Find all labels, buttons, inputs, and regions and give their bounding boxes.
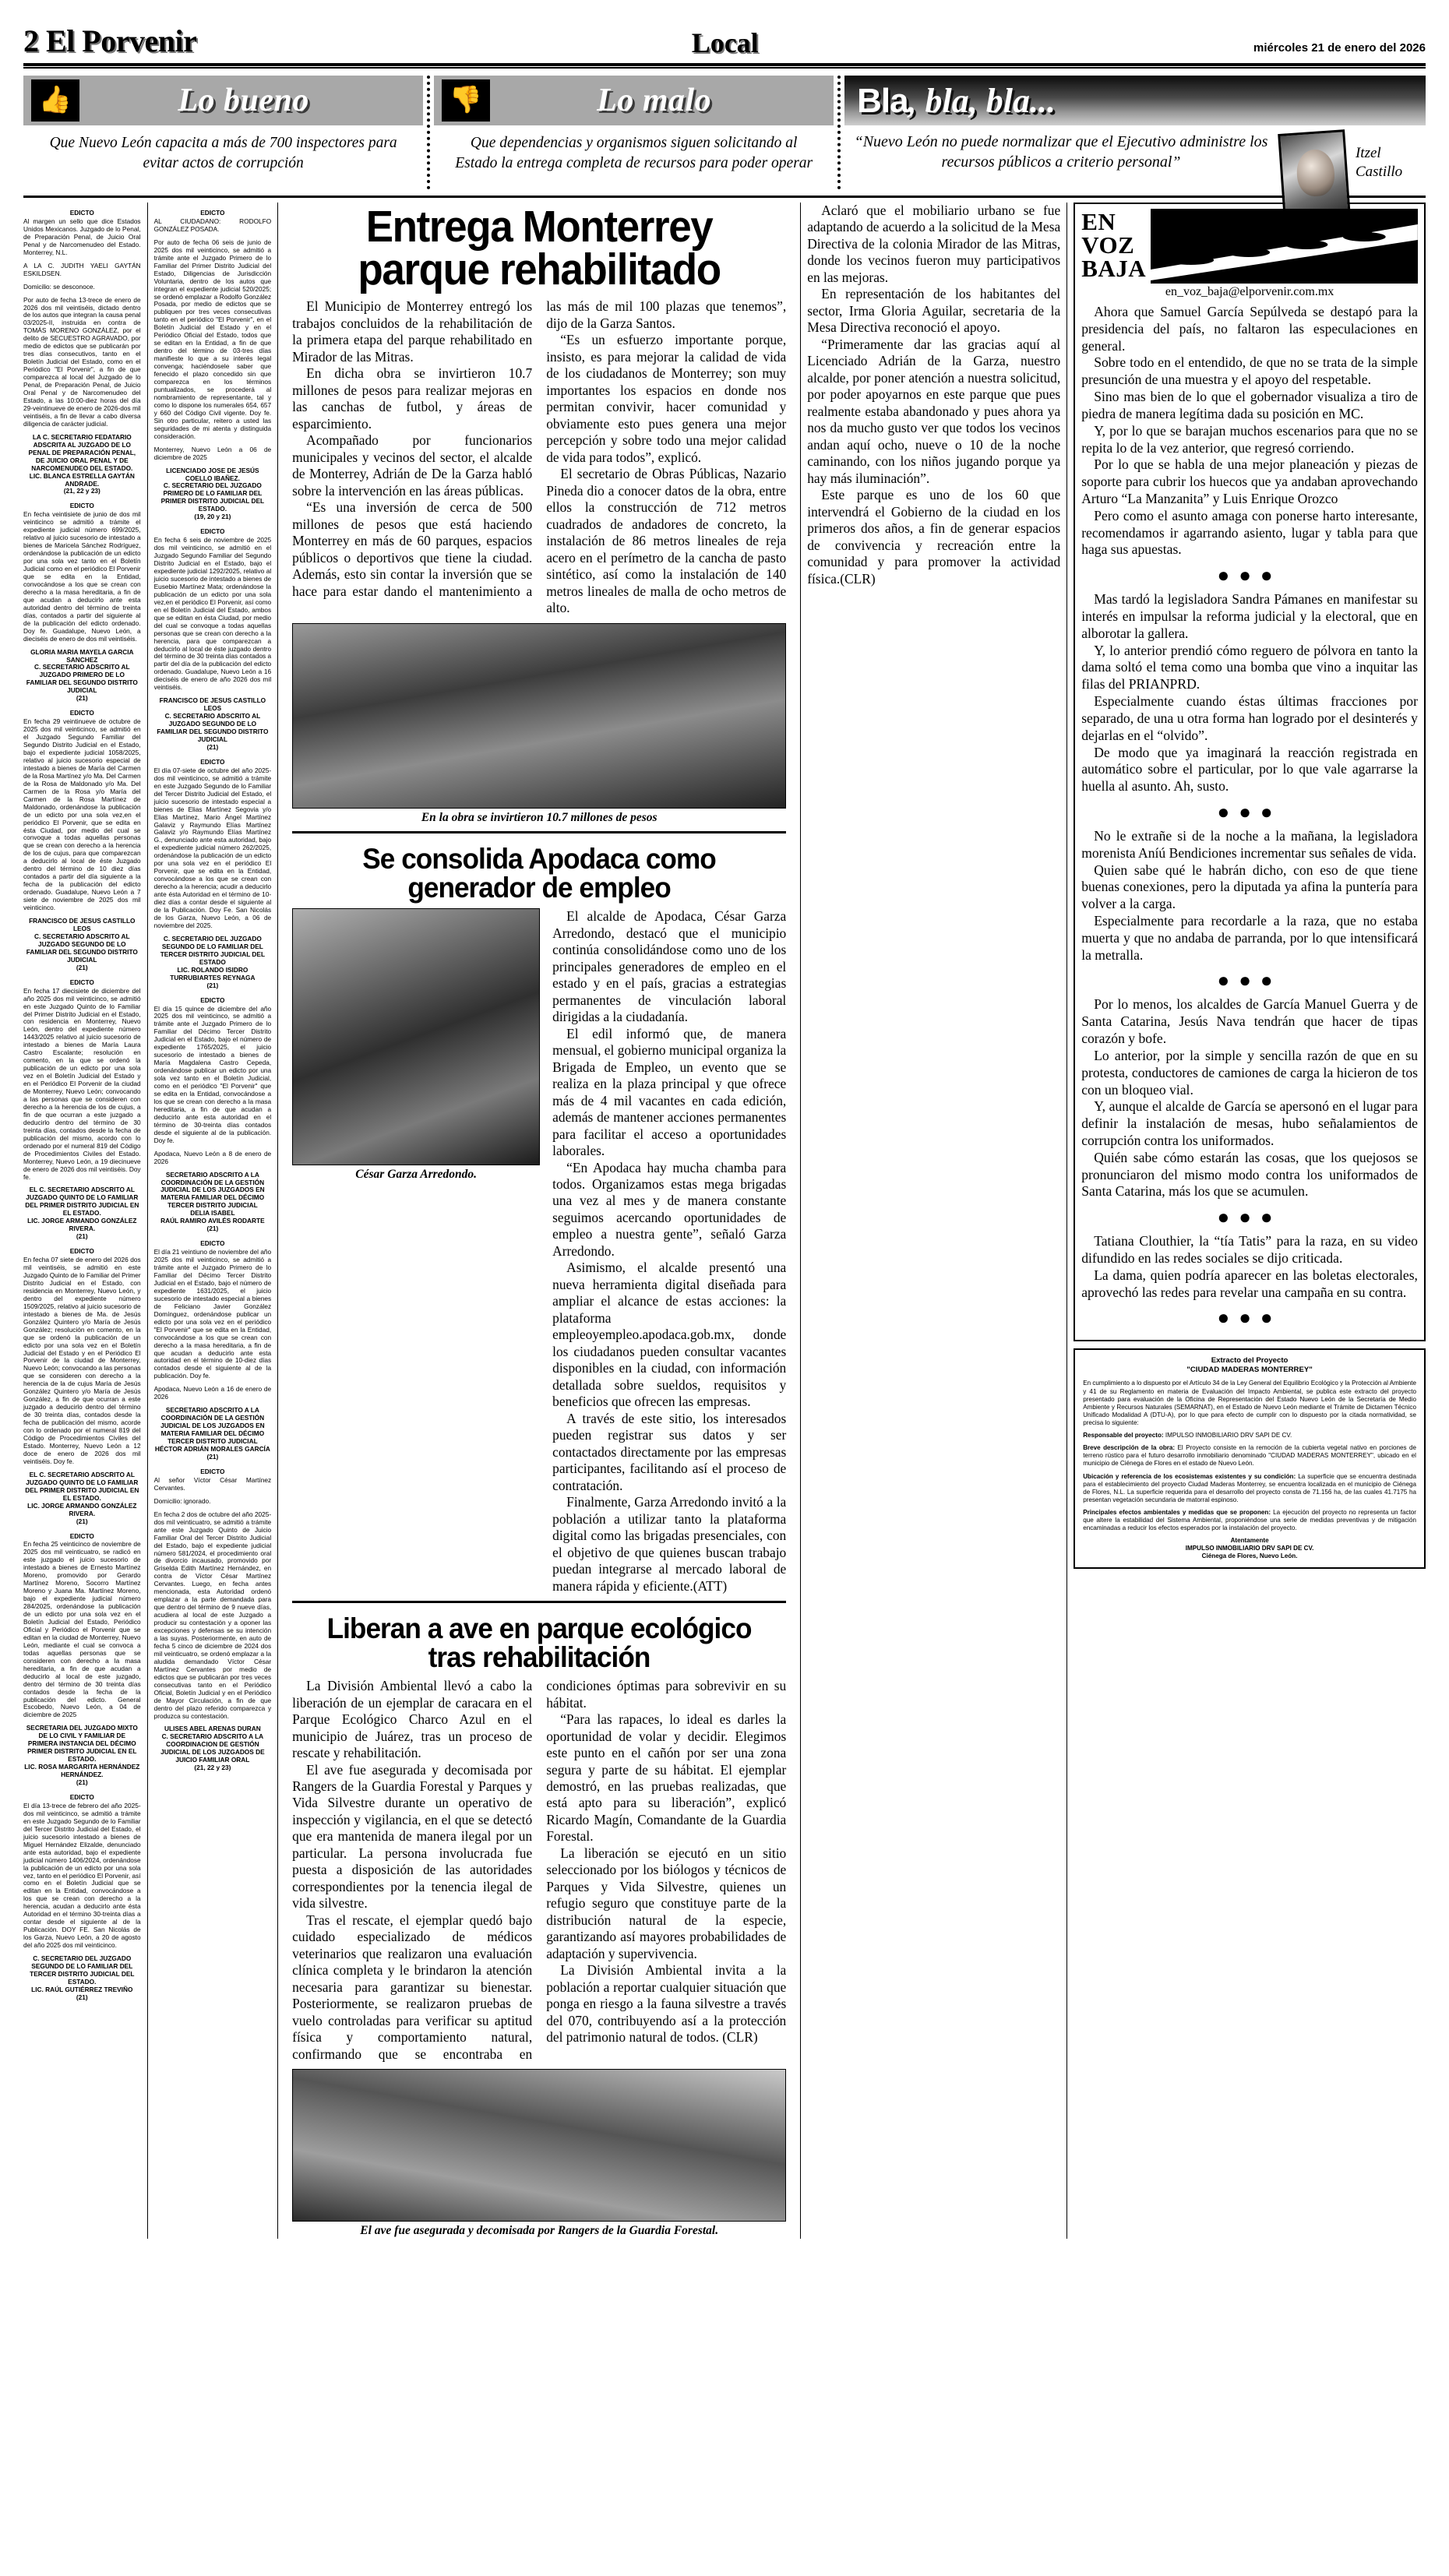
main-article-paragraph: Acompañado por funcionarios municipales y vecinos del sector, el alcalde de Monterrey, Adrián de De la Garza habló sobre la intervención en las áreas públicas.	[292, 432, 533, 499]
voz-baja-paragraph: Y, por lo que se barajan muchos escenarios para que no se repita lo de la vez anterior, que regresó corriendo.	[1081, 422, 1418, 456]
edicto-title: EDICTO	[200, 1239, 225, 1248]
masthead	[17, 19, 1432, 59]
edicto-signature: EL C. SECRETARIO ADSCRITO AL JUZGADO QUINTO DE LO FAMILIAR DEL PRIMER DISTRITO JUDICIAL EN EL ESTADO.	[25, 1470, 139, 1502]
edicto-paragraph: El día 13-trece de febrero del año 2025-dos mil veinticinco, se admitió a trámite en este Juzgado Segundo de lo Familiar del Tercer Distrito Judicial del Estado, el juicio sucesorio intestado a bienes de Miguel Hernández Elizalde, denunciado ante esta autoridad, bajo el expediente judicial número 1406/2024, ordenándose la publicación de un edicto por una sola vez, tanto en el periódico El Porvenir, así como en el Boletín Judicial que se editan en la Entidad, convocándose a los que se crean con derecho a la herencia, acudan a deducirlo ante ésta Autoridad en el término 30-treinta días a contar desde el siguiente al de la Publicación. DOY FE. San Nicolás de los Garza, Nuevo León, a 20 de agosto del año 2025 dos mil veinticinco.	[23, 1801, 141, 1950]
ad-item	[1083, 1509, 1416, 1532]
ave-photo	[292, 2069, 786, 2222]
edicto-number: (21)	[206, 981, 219, 989]
edicto-paragraph: El día 21 veintiuno de noviembre del año 2025 dos mil veinticinco, se admitió a trámite ante el Juzgado Primero de lo Familiar del Décimo Tercer Distrito Judicial en el Estado, bajo el número de expediente 1631/2025, el juicio sucesorio de intestado especial a bienes de Feliciano Javier González Domínguez, ordenándose publicar un edicto por una sola vez en el periódico "El Porvenir" que se edita en la Entidad, convocándose a los que se crean con derecho a la masa hereditaria, a fin de que acudan a deducirlo ante esta autoridad en el término de 10-diez días contados desde el siguiente al de la publicación. Doy fe.	[153, 1248, 272, 1380]
ave-paragraph: Tras el rescate, el ejemplar quedó bajo cuidado especializado de médicos veterinarios que realizaron una evaluación clínica completa y le brindaron la atención necesaria para garantizar su bienestar. Posteriormente, se realizaron pruebas de vuelo controladas para verificar su aptitud física y comportamiento natural, confirmando que se encontraba en condiciones óptimas para sobrevivir en su hábitat.	[292, 1678, 787, 2062]
sombrero-silhouette-icon	[1151, 209, 1418, 284]
bullet-separator: ●●●	[1217, 1306, 1282, 1330]
edicto-title: EDICTO	[69, 209, 94, 217]
ad-item	[1083, 1473, 1416, 1504]
bullet-separator: ●●●	[1217, 800, 1282, 823]
edicto-number: (21)	[76, 1232, 88, 1241]
voz-baja-paragraph: Ahora que Samuel García Sepúlveda se destapó para la presidencia del país, no faltaron las especulaciones en general.	[1081, 304, 1418, 354]
bla-bla-body	[844, 125, 1426, 219]
edicto-number: (21, 22 y 23)	[194, 1764, 231, 1772]
edicto-paragraph: En fecha 6 seis de noviembre de 2025 dos mil veinticinco, se admitió en el Juzgado Segundo Familiar del Segundo Distrito Judicial en el Estado, bajo el expediente judicial 1292/2025, relativo al juicio sucesorio de intestado a bienes de Eusebio Martínez Mata; ordenándose la publicación de un edicto por una sola vez,en el periódico El Porvenir, así como en el Boletín Judicial del Estado, ambos que se editan en ésta Ciudad, por medio del cual se convoque a todas aquellas personas que se crean con derecho a la herencia, para que comparezcan a deducirlo al local de éste juzgado dentro del término de 30 treinta días contados a partir del día de la publicación del edicto ordenado. Guadalupe, Nuevo León a 16 dieciséis de enero de año 2026 dos mil veintiséis.	[153, 536, 272, 692]
edicto-signature: FRANCISCO DE JESUS CASTILLO LEOS	[29, 917, 136, 932]
bla-solid: Bla	[857, 81, 908, 120]
ad-sign-line1: Atentamente	[1230, 1537, 1269, 1545]
ave-paragraph: La División Ambiental invita a la población a reportar cualquier situación que ponga en riesgo a la fauna silvestre a través del 070, contribuyendo así a la protección del patrimonio natural de todos. (CLR)	[546, 1962, 787, 2046]
main-article-photo	[292, 623, 786, 809]
apodaca-paragraph: El edil informó que, de manera mensual, el gobierno municipal organiza la Brigada de Empleo, un evento que se realiza en la plaza principal y que ofrece más de 4 mil vacantes en cada edición, además de mantener acciones permanentes para facilitar el acceso a oportunidades laborales.	[552, 1025, 787, 1159]
en-voz-baja-logo	[1081, 209, 1418, 284]
lo-malo-text: Que dependencias y organismos siguen solicitando al Estado la entrega completa de recursos para poder operar	[455, 135, 813, 171]
voz-baja-paragraph: Y, lo anterior prendió cómo reguero de pólvora en tanto la dama soltó el tema como una bomba que vino a inquitar las filas del PRIANPRD.	[1081, 642, 1418, 692]
ad-item	[1083, 1432, 1416, 1440]
edicto-signature: RAÚL RAMIRO AVILÉS RODARTE	[160, 1217, 265, 1225]
main-article-continuation	[807, 203, 1060, 2239]
column-rule-2	[277, 203, 278, 2239]
lo-malo-title: Lo malo	[597, 83, 712, 118]
content-grid	[23, 203, 1426, 2239]
bullet-separator: ●●●	[1217, 969, 1282, 992]
en-voz-baja-text	[1081, 304, 1418, 1328]
edicto-signature: EL C. SECRETARIO ADSCRITO AL JUZGADO QUINTO DE LO FAMILIAR DEL PRIMER DISTRITO JUDICIAL EN EL ESTADO.	[25, 1186, 139, 1218]
section-title: Local	[691, 27, 759, 58]
apodaca-body-left	[552, 908, 786, 1595]
voz-baja-paragraph: Tatiana Clouthier, la “tía Tatis” para la raza, en su video difundido en las redes sociales se dijo criticada.	[1081, 1233, 1418, 1266]
ad-title-line1: Extracto del Proyecto	[1211, 1356, 1289, 1366]
ad-item-text: La ejecución del proyecto no representa un factor que altere la estabilidad del Sistema Ambiental, proponiéndose una serie de medidas preventivas y de mitigación encaminadas a reducir los efectos esperados por la instalación del proyecto.	[1083, 1508, 1416, 1532]
edicto-title: EDICTO	[69, 1531, 94, 1540]
edicto-signature: HÉCTOR ADRIÁN MORALES GARCÍA	[154, 1445, 270, 1454]
main-article-caption: En la obra se invirtieron 10.7 millones de pesos	[421, 810, 658, 824]
column-rule-3	[800, 203, 801, 2239]
ad-item-label: Responsable del proyecto:	[1083, 1432, 1164, 1440]
edicto-signature: C. SECRETARIO ADSCRITO AL JUZGADO SEGUNDO DE LO FAMILIAR DEL SEGUNDO DISTRITO JUDICIAL	[26, 932, 138, 964]
voz-baja-paragraph: Especialmente para recordarle a la raza, que no estaba muerta y que no andaba de parranda, por lo que intensificará la metralla.	[1081, 913, 1418, 963]
ciudad-maderas-ad	[1074, 1348, 1426, 1568]
edicto-paragraph: AL CIUDADANO: RODOLFO GONZÁLEZ POSADA.	[153, 217, 272, 233]
ave-article-body	[292, 1678, 786, 2063]
edicto-signature: SECRETARIO ADSCRITO A LA COORDINACIÓN DE LA GESTIÓN JUDICIAL DE LOS JUZGADOS EN MATERIA FAMILIAR DEL DÉCIMO TERCER DISTRITO JUDICIAL	[160, 1406, 265, 1446]
voz-logo-words	[1081, 209, 1146, 284]
voz-baja-paragraph: De modo que ya imaginará la reacción registrada en automático sobre el particular, por lo que vale agarrarse la huella al asunto. Ah, susto.	[1081, 744, 1418, 795]
edicto-signature: LIC. JORGE ARMANDO GONZÁLEZ RIVERA.	[27, 1501, 137, 1517]
edicto-paragraph: El día 07-siete de octubre del año 2025-dos mil veinticinco, se admitió a trámite en este Juzgado Segundo de lo Familiar del Tercer Distrito Judicial del Estado, el juicio sucesorio de intestado especial a bienes de Elias Martínez Segovia y/o Elias Martínez, Mario Ángel Martínez Galaviz y Raymundo Elías Martínez Galaviz y/o Raymundo Elías Martínez G., denunciado ante esta autoridad, bajo el expediente judicial número 262/2025, ordenándose la publicación de un edicto por una sola vez en el periódico El Porvenir, que se edita en la Entidad, convocándose a los que se crean con derecho a la herencia; acudir a deducirlo ante ésta Autoridad en el término de 10-diez días a contar desde el siguiente al de la Publicación. Doy Fe. San Nicolás de los Garza, Nuevo León, a 06 de noviembre del 2025.	[153, 766, 272, 929]
edicto-paragraph: Por auto de fecha 06 seis de junio de 2025 dos mil veinticinco, se admitió a trámite ante el Juzgado Primero de lo Familiar del Primer Distrito Judicial del Estado, Diligencias de Jurisdicción Voluntaria, dentro de los autos que integran el expediente judicial 520/2025; se ordenó emplazar a Rodolfo González Posada, por medio de edictos que se publiquen por tres veces consecutivas tanto en el periódico "El Porvenir", en el Boletín Judicial del Estado y en el Periódico Oficial del Estado, todos que se editan en la Entidad, a fin de que dentro del término de 03-tres días manifieste lo que a su interés legal convenga; haciéndosele saber que fenecido el plazo concedido sin que comparezca en los términos puntualizados, se procederá al nombramiento de representante, tal y como lo dispone los numerales 654, 657 y 660 del Código Civil vigente. Doy fe. Sin otro particular, reitero a usted las seguridades de mi atenta y distinguida consideración.	[153, 238, 272, 440]
edicto-signature: LIC. BLANCA ESTRELLA GAYTÁN ANDRADE.	[29, 471, 135, 488]
edicto-paragraph: A LA C. JUDITH YAELI GAYTÁN ESKILDSEN.	[23, 261, 141, 277]
voz-baja-paragraph: Quien sabe qué le habrán dicho, con eso de que tiene buenas conexiones, pero la diputada ya afina la puntería para volver a la carga.	[1081, 862, 1418, 912]
voz-baja-paragraph: Por lo menos, los alcaldes de García Manuel Guerra y de Santa Catarina, Jesús Nava tendrán que hacer de tipas corazón y bofe.	[1081, 996, 1418, 1047]
ad-title	[1083, 1356, 1416, 1375]
voz-baja-paragraph: No le extrañe si de la noche a la mañana, la legisladora morenista Aníú Bendiciones incrementar sus señales de vida.	[1081, 827, 1418, 861]
apodaca-paragraph: El alcalde de Apodaca, César Garza Arredondo, destacó que el municipio continúa consolidándose como uno de los principales generadores de empleo en el estado y en el país, gracias a estrategias permanentes de vinculación laboral dirigidas a la ciudadanía.	[552, 908, 787, 1025]
edicto-signature: FRANCISCO DE JESUS CASTILLO LEOS	[159, 696, 266, 713]
ave-paragraph: La liberación se ejecutó en un sitio seleccionado por los biólogos y técnicos de Parques y Vida Silvestre, quienes un refugio seguro que constituye parte de la distribución natural de la especie, garantizando así mayores probabilidades de adaptación y supervivencia.	[546, 1845, 787, 1961]
ave-headline: Liberan a ave en parque ecológico tras rehabilitación	[326, 1612, 752, 1674]
voz-baja-paragraph: Lo anterior, por la simple y sencilla razón de que en su protesta, conductores de camiones de carga la hicieron de tos con un bloqueo vial.	[1081, 1047, 1418, 1098]
edicto-paragraph: Domicilio: ignorado.	[153, 1496, 211, 1505]
masthead-divider	[23, 63, 1426, 69]
edicto-paragraph: Por auto de fecha 13-trece de enero de 2026 dos mil veintiséis, dictado dentro de los autos que integran la causa penal 03/2025-II, instruida en contra de TOMÁS MORENO GONZÁLEZ, por el delito de SECUESTRO AGRAVADO, por medio de edictos que se publicarán por tres días consecutivos, tanto en el Boletín Judicial del Estado, como en el Periódico "El Porvenir", a fin de que comparezca al local del Juzgado de lo Penal, de Preparación Penal, de Juicio Oral Penal y de Narcomenudeo del Estado, a las 10:00-diez horas del día 29-veintinueve de enero de 2026-dos mil veintiséis, a fin de llevar a cabo diversa diligencia de carácter judicial.	[23, 295, 141, 428]
ad-item-label: Principales efectos ambientales y medidas que se proponen:	[1083, 1508, 1271, 1516]
column-rule-4	[1066, 203, 1067, 2239]
lo-malo-header	[434, 76, 834, 125]
ad-item	[1083, 1444, 1416, 1468]
main-stories-column	[284, 203, 794, 2239]
edicto-signature: DELIA ISABEL	[190, 1209, 235, 1218]
edicto-signature: LIC. JORGE ARMANDO GONZÁLEZ RIVERA.	[27, 1217, 137, 1233]
apodaca-paragraph: Asimismo, el alcalde presentó una nueva herramienta digital diseñada para ampliar el alcance de estas acciones: la plataforma empleoyempleo.apodaca.gob.mx, donde los ciudadanos pueden consultar vacantes disponibles en la ciudad, con información detallada sobre sueldos, requisitos y beneficios que ofrecen las empresas.	[552, 1260, 787, 1410]
edicto-number: (21)	[76, 963, 88, 971]
edicto-paragraph: En fecha veintisiete de junio de dos mil veinticinco se admitió a trámite el expediente judicial número 699/2025, relativo al juicio sucesorio de intestado a bienes de Maricela Sánchez Rodríguez, ordenándose la publicación de un edicto por una sola vez tanto en el Boletín Judicial como en el periódico El Porvenir que se edita en la Entidad, convocándose a los que se crean con derecho a la masa hereditaria, a fin de que acudan a deducirlo ante esta autoridad dentro del término de treinta días, contados a partir del siguiente al de la publicación del edicto ordenado. Doy fe. Guadalupe, Nuevo León, a dieciséis de enero de dos mil veintiséis.	[23, 510, 141, 643]
ad-sign-line3: Ciénega de Flores, Nuevo León.	[1201, 1552, 1298, 1560]
apodaca-headline: Se consolida Apodaca como generador de empleo	[362, 843, 716, 904]
edicto-title: EDICTO	[200, 996, 225, 1004]
edicto-paragraph: El día 15 quince de diciembre del año 2025 dos mil veinticinco, se admitió a trámite ante el Juzgado Primero de lo Familiar del Décimo Tercer Distrito Judicial en el Estado, bajo el número de expediente 1765/2025, el juicio sucesorio de intestado a bienes de María Magdalena Castro Cepeda, ordenándose publicar un edicto por una sola vez tanto en el Boletín Judicial, como en el periódico "El Porvenir" que se edita en la Entidad, convocándose a los que se crean con derecho a la masa hereditaria, a fin de que acudan a deducirlo ante esta autoridad en el término de 30-treinta días contados desde el siguiente al de la publicación. Doy fe.	[153, 1004, 272, 1144]
edicto-signature: LIC. ROSA MARGARITA HERNÁNDEZ HERNÁNDEZ.	[24, 1763, 140, 1779]
ad-item-text: IMPULSO INMOBILIARIO DRV SAPI DE CV.	[1163, 1432, 1292, 1440]
edicto-signature: LA C. SECRETARIO FEDATARIO ADSCRITA AL JUZGADO DE LO PENAL DE PREPARACIÓN PENAL, DE JUICIO ORAL PENAL Y DE NARCOMENUDEO DEL ESTADO.	[28, 432, 136, 472]
main-article-paragraph: El secretario de Obras Públicas, Nazario Pineda dio a conocer datos de la obra, entre ellos la construcción de 712 metros cuadrados de andadores de concreto, la instalación de 86 metros lineales de reja acero en el perímetro de la cancha de pasto sintético, así como la instalación de 140 metros lineales de malla de ocho metros de alto.	[546, 466, 787, 616]
edicto-title: EDICTO	[200, 757, 225, 766]
ad-item-text: La superficie que se encuentra destinada para el establecimiento del proyecto Ciudad Maderas Monterrey, se encuentra localizada en el municipio de Ciénega de Flores, N.L. La superficie requerida para el desarrollo del proyecto consta de 71.156 ha, de las cuales 41.7175 ha presentan vegetación secundaria de matorral espinoso.	[1083, 1472, 1416, 1503]
issue-date: miércoles 21 de enero del 2026	[1253, 41, 1426, 55]
voz-logo-line3: BAJA	[1081, 254, 1147, 282]
edicto-signature: C. SECRETARIO ADSCRITO AL JUZGADO PRIMERO DE LO FAMILIAR DEL SEGUNDO DISTRITO JUDICIAL	[26, 663, 138, 695]
edicto-paragraph: Apodaca, Nuevo León a 8 de enero de 2026	[153, 1149, 272, 1165]
ad-signature	[1083, 1537, 1416, 1560]
voz-logo-line2: VOZ	[1081, 231, 1135, 259]
page-title: 2 El Porvenir	[23, 23, 197, 58]
ad-item-label: Ubicación y referencia de los ecosistemas existentes y su condición:	[1083, 1472, 1296, 1480]
thumbs-up-icon: 👍	[31, 79, 79, 122]
edicto-signature: C. SECRETARIO ADSCRITO AL JUZGADO SEGUNDO DE LO FAMILIAR DEL SEGUNDO DISTRITO JUDICIAL	[157, 712, 269, 743]
edicto-number: (21)	[76, 1517, 88, 1525]
thumbs-down-icon: 👎	[442, 79, 490, 122]
opinion-banners	[23, 76, 1426, 189]
en-voz-baja-column	[1074, 203, 1426, 2239]
edicto-signature: C. SECRETARIO DEL JUZGADO PRIMERO DE LO FAMILIAR DEL PRIMER DISTRITO JUDICIAL DEL ESTADO.	[160, 481, 265, 513]
bla-italic: , bla, bla...	[908, 81, 1056, 120]
apodaca-paragraph: “En Apodaca hay mucha chamba para todos. Organizamos estas mega brigadas una vez al mes y de manera constante seguimos acercando oportunidades de empleo a nuestra gente”, señaló Garza Arredondo.	[552, 1159, 787, 1259]
edicto-title: EDICTO	[69, 709, 94, 717]
main-article-paragraph: “Es una inversión de cerca de 500 millones de pesos que está haciendo Monterrey en más de 60 parques, espacios públicos o deportivos que tiene la ciudad. Además, esto sin contar la inversión que se hace para estar dando el mantenimiento a las más de mil 100 plazas que tenemos”, dijo de la Garza Santos.	[292, 298, 787, 599]
edicto-paragraph: Domicilio: se desconoce.	[23, 282, 95, 291]
voz-baja-paragraph: Especialmente cuando éstas últimas fracciones por separado, de una u otra forma han logrado por el desinterés y dejarlas en el “olvido”.	[1081, 693, 1418, 743]
ad-items	[1083, 1432, 1416, 1532]
bla-bla-banner	[844, 76, 1426, 189]
ad-item-text: El Proyecto consiste en la remoción de la cubierta vegetal nativo en porciones de terreno rústico para el futuro desarrollo inmobiliario denominado "CIUDAD MADERAS MONTERREY", ubicado en el municipio de Ciénega de Flores en el estado de Nuevo León.	[1083, 1444, 1416, 1468]
ad-title-line2: "CIUDAD MADERAS MONTERREY"	[1186, 1366, 1313, 1375]
main-article-body	[292, 298, 786, 616]
story-divider-1	[292, 831, 786, 833]
edicto-paragraph: Apodaca, Nuevo León a 16 de enero de 2026	[153, 1385, 272, 1401]
lo-bueno-header	[23, 76, 423, 125]
itzel-castillo-photo	[1278, 129, 1351, 221]
voz-baja-paragraph: Por lo que se habla de una mejor planeación y piezas de soporte para cubrir los huecos que ya andaban aprovechando Arturo “La Manzanita” y Luis Enrique Orozco	[1081, 456, 1418, 506]
banner-divider-1	[423, 76, 434, 189]
main-article-paragraph: El Municipio de Monterrey entregó los trabajos concluidos de la rehabilitación de la primera etapa del parque rehabilitado en Mirador de las Mitras.	[292, 298, 533, 365]
lo-bueno-banner	[23, 76, 423, 189]
apodaca-paragraph: Finalmente, Garza Arredondo invitó a la población a utilizar tanto la plataforma digital como las brigadas presenciales, con el objetivo de que quienes buscan trabajo puedan integrarse al mercado laboral de manera rápida y eficiente.(ATT)	[552, 1494, 787, 1594]
edicto-signature: LICENCIADO JOSE DE JESÚS COELLO IBAÑEZ.	[166, 466, 259, 482]
bullet-separator: ●●●	[1217, 1206, 1282, 1229]
edicto-title: EDICTO	[69, 502, 94, 510]
bla-bla-title	[857, 81, 1056, 121]
voz-logo-line1: EN	[1081, 208, 1116, 235]
main-article-paragraph: Este parque es uno de los 60 que intervendrá el Gobierno de la ciudad en los primeros dos años, a fin de generar espacios de convivencia y recreación entre la comunidad y para promover la actividad física.(CLR)	[807, 487, 1061, 587]
bla-quote: “Nuevo León no puede normalizar que el Ejecutivo administre los recursos públicos a criterio personal”	[854, 133, 1268, 171]
edicto-signature: ULISES ABEL ARENAS DURAN	[164, 1725, 261, 1733]
banner-divider-2	[834, 76, 844, 189]
bla-bla-header	[844, 76, 1426, 125]
main-headline: Entrega Monterrey parque rehabilitado	[358, 202, 721, 294]
voz-baja-paragraph: Quién sabe cómo estarán las cosas, que los quejosos se pronunciaron del mismo modo contra los uniformados de Santa Catarina, más los que se acumulen.	[1081, 1149, 1418, 1200]
voz-baja-paragraph: Sobre todo en el entendido, de que no se trata de la simple presunción de una muestra y el apoyo del respetable.	[1081, 354, 1418, 388]
bullet-separator: ●●●	[1217, 564, 1282, 587]
ave-paragraph: La División Ambiental llevó a cabo la liberación de un ejemplar de caracara en el Parque Ecológico Charco Azul en el municipio de Juárez, tras un proceso de rescate y rehabilitación.	[292, 1678, 533, 1761]
edicto-title: EDICTO	[69, 1793, 94, 1801]
edicto-signature: LIC. RAÚL GUTIÉRREZ TREVIÑO	[31, 1985, 133, 1993]
edicto-paragraph: En fecha 17 diecisiete de diciembre del año 2025 dos mil veinticinco, se admitió en este Juzgado Quinto de lo Familiar del Primer Distrito Judicial en el Estado, con residencia en Monterrey, Nuevo León, dentro del expediente número 1443/2025 relativo al juicio sucesorio de intestado a bienes de María Laura Castro Escalante; resolución en comento, en la que se ordenó la publicación de un edicto por una sola vez en el Boletín Judicial del Estado y en el Periódico El Porvenir de la ciudad de Monterrey, Nuevo León; convocando a las personas que se consideren con derecho a la herencia de los de cujus, a fin de que ocurran a este juzgado a deducirlo dentro del término de 30 treinta días, contados desde la fecha de publicación del mismo, acordo con lo ordenado por el numeral 819 del Código de Procedimientos Civiles del Estado. Monterrey, Nuevo León, a 19 diecinueve de enero de 2026 dos mil veintiséis. Doy fe.	[23, 986, 141, 1181]
en-voz-baja-box	[1074, 203, 1426, 1341]
voz-baja-paragraph: Y, aunque el alcalde de García se apersonó en el lugar para definir la instalación de mesas, hubo señalamientos de corrupción contra los uniformados.	[1081, 1098, 1418, 1148]
edicto-title: EDICTO	[200, 527, 225, 536]
edicto-number: (21, 22 y 23)	[63, 487, 100, 495]
edicto-title: EDICTO	[69, 978, 94, 986]
main-article-paragraph: En representación de los habitantes del sector, Irma Gloria Aguilar, secretaria de la Mesa Directiva reconoció el apoyo.	[807, 286, 1061, 336]
edicto-signature: LIC. ROLANDO ISIDRO TURRUBIARTES REYNAGA	[170, 965, 256, 981]
ad-sign-line2: IMPULSO INMOBILIARIO DRV SAPI DE CV.	[1185, 1545, 1314, 1552]
edicto-paragraph: En fecha 25 veinticinco de noviembre de 2025 dos mil veinticuatro, se radicó en este juzgado el juicio sucesorio de intestado a bienes de Ernesto Martínez Moreno, promovido por Gerardo Martínez Moreno, Socorro Martínez Moreno y Juana Ma. Martínez Moreno, bajo el expediente judicial número 284/2025, ordenándose la publicación de un edicto por una sola vez en el Boletín Judicial del Estado, Periódico Oficial y Periódico el Porvenir que se editan en la ciudad de Monterrey, Nuevo León, mediante el cual se convoca a todas aquellas personas que se consideren con derecho a la masa hereditaria, a fin de que acudan a deducirlo al local de este juzgado, dentro del término de 30 treinta días contados desde la fecha de la publicación del edicto. General Escobedo, Nuevo León, a 04 de diciembre de 2025	[23, 1540, 141, 1719]
edicto-paragraph: Al margen un sello que dice Estados Unidos Mexicanos. Juzgado de lo Penal, de Preparación Penal, de Juicio Oral Penal y de Narcomenudeo del Estado. Monterrey, N.L.	[23, 217, 141, 256]
lo-bueno-title: Lo bueno	[178, 83, 309, 118]
voz-baja-paragraph: Sino mas bien de lo que el gobernador visualiza a tiro de piedra de manera legítima dada su posición en MC.	[1081, 389, 1418, 421]
edicto-title: EDICTO	[200, 1467, 225, 1475]
lo-malo-banner	[434, 76, 834, 189]
edicto-signature: GLORIA MARIA MAYELA GARCIA SANCHEZ	[30, 647, 134, 664]
ave-paragraph: “Para las rapaces, lo ideal es darles la oportunidad de volar y decidir. Elegimos este punto en el cañón por ser una zona segura y parte de su hábitat. El ejemplar demostró, en las pruebas realizadas, que está apto para su liberación”, explicó Ricardo Magín, Comandante de la Guardia Forestal.	[546, 1711, 787, 1845]
edicto-signature: C. SECRETARIO DEL JUZGADO SEGUNDO DE LO FAMILIAR DEL TERCER DISTRITO JUDICIAL DEL ESTADO	[160, 934, 266, 966]
ave-caption: El ave fue asegurada y decomisada por Rangers de la Guardia Forestal.	[360, 2224, 719, 2238]
edicto-signature: SECRETARIA DEL JUZGADO MIXTO DE LO CIVIL Y FAMILIAR DE PRIMERA INSTANCIA DEL DÉCIMO PRIMER DISTRITO JUDICIAL EN EL ESTADO.	[26, 1724, 138, 1764]
edicto-signature: SECRETARIO ADSCRITO A LA COORDINACIÓN DE LA GESTIÓN JUDICIAL DE LOS JUZGADOS EN MATERIA FAMILIAR DEL DÉCIMO TERCER DISTRITO JUDICIAL	[160, 1170, 265, 1210]
apodaca-paragraph: A través de este sitio, los interesados pueden registrar sus datos y ser contactados directamente por las empresas participantes, facilitando así el proceso de contratación.	[552, 1410, 787, 1493]
edicto-title: EDICTO	[69, 1247, 94, 1256]
edicto-number: (21)	[206, 1225, 219, 1233]
edicto-paragraph: En fecha 2 dos de octubre del año 2025-dos mil veinticuatro, se admitió a trámite ante este Juzgado Quinto de Juicio Familiar Oral del Tercer Distrito Judicial del Estado, bajo el expediente judicial número 581/2024, el procedimiento oral de divorcio incausado, promovido por Griselda Edith Martínez Hernández, en contra de Víctor César Martínez Cervantes. Luego, en fecha antes mencionada, esta Autoridad ordenó emplazar a la parte demandada para que dentro del término de 9 nueve días, acudiera al local de este Juzgado a producir su contestación y a oponer las excepciones y defensas se su intención a las suyas. Posteriormente, en auto de fecha 5 cinco de diciembre de 2024 dos mil veinticuatro, se ordenó emplazar a la aludida demandado Víctor César Martínez Cervantes por medio de edictos que se publicarán por tres veces consecutivas tanto en el Periódico Oficial, Boletín Judicial y en el Periódico de Mayor Circulación, a fin de que dentro del plazo referido comparezca y produzca su contestación.	[153, 1510, 272, 1720]
edicto-number: (21)	[206, 1452, 219, 1461]
ave-paragraph: El ave fue asegurada y decomisada por Rangers de la Guardia Forestal y Parques y Vida Silvestre durante un operativo de inspección y vigilancia, en el que se detectó que era mantenida de manera ilegal por un particular. La persona involucrada fue puesta a disposición de las autoridades correspondientes por la tenencia ilegal de vida silvestre.	[292, 1761, 533, 1912]
main-article-paragraph: En dicha obra se invirtieron 10.7 millones de pesos para realizar mejoras en las canchas de futbol, y áreas de esparcimiento.	[292, 365, 533, 432]
edicto-paragraph: Al señor Víctor César Martínez Cervantes.	[153, 1475, 272, 1492]
lo-bueno-text: Que Nuevo León capacita a más de 700 inspectores para evitar actos de corrupción	[49, 135, 397, 171]
edicto-number: (21)	[206, 742, 219, 751]
edicto-paragraph: En fecha 29 veintinueve de octubre de 2025 dos mil veinticinco, se admitió en el Juzgado Segundo Familiar del Segundo Distrito Judicial en el Estado, bajo el expediente judicial 1058/2025, relativo al juicio sucesorio especial de intestado a bienes de María del Carmen de la Rosa Martínez y/o Ma. Del Carmen de la Rosa de Maldonado y/o Ma. Del Carmen de la Rosa y/o María del Carmen de la Rosa Martínez de Maldonado, ordenándose la publicación de un edicto por una sola vez,en el periódico El Porvenir, que se edita en ésta Ciudad, por medio del cual se convoque a todas aquellas personas que se crean con derecho a la herencia de los de cujus, para que comparezcan a deducirlo al local de éste Juzgado dentro del término de 10 diez días contados a partir del día siguiente a la fecha de la publicación del edicto ordenado. Guadalupe, Nuevo León a 7 siete de noviembre de 2025 dos mil veinticinco.	[23, 717, 141, 912]
ad-item-label: Breve descripción de la obra:	[1083, 1444, 1176, 1452]
edicto-number: (21)	[76, 694, 88, 703]
voz-baja-paragraph: Pero como el asunto amaga con ponerse harto interesante, recomendamos ir agarrando asiento, lugar y tabla para que haga sus apuestas.	[1081, 507, 1418, 558]
edictos-column-2	[154, 203, 272, 2239]
column-rule-1	[147, 203, 148, 2239]
bla-attribution: Itzel Castillo	[1355, 145, 1403, 180]
apodaca-caption: César Garza Arredondo.	[355, 1168, 478, 1182]
voz-baja-paragraph: La dama, quien podría aparecer en las boletas electorales, aprovechó las redes para revelar una campaña en su contra.	[1081, 1267, 1418, 1300]
edicto-paragraph: Monterrey, Nuevo León a 06 de diciembre de 2025	[153, 445, 272, 461]
main-article-paragraph: “Es un esfuerzo importante porque, insisto, es para mejorar la calidad de vida de los ciudadanos de Monterrey; son muy importantes los espacios en donde nos permitan convivir, hacer comunidad y obviamente esto pues genera una mejor percepción y sobre todo una mejor calidad de vida para todos”, explicó.	[546, 332, 787, 465]
en-voz-baja-email[interactable]: en_voz_baja@elporvenir.com.mx	[1165, 285, 1334, 298]
story-divider-2	[292, 1601, 786, 1603]
apodaca-photo	[292, 908, 540, 1165]
edicto-signature: C. SECRETARIO DEL JUZGADO SEGUNDO DE LO FAMILIAR DEL TERCER DISTRITO JUDICIAL DEL ESTADO.	[30, 1954, 135, 1986]
edicto-paragraph: En fecha 07 siete de enero del 2026 dos mil veintiséis, se admitió en este Juzgado Quinto de lo Familiar del Primer Distrito Judicial en el Estado, con residencia en Monterrey, Nuevo León, y dentro del expediente número 1509/2025, relativo al juicio sucesorio de intestado a bienes de Ma. de Jesús González Quintero y/o María de Jesús González; resolución en comento, en la que se ordenó la publicación de un edicto por una sola vez en el Boletín Judicial del Estado y en el Periódico El Porvenir de la ciudad de Monterrey, Nuevo León; convocando a las personas que se consideren con derecho a la herencia de la de cujus María de Jesús González Quintero y/o María de Jesús González, a fin de que ocurran a este juzgado a deducirlo dentro del término de 30 treinta días, contados desde la fecha de publicación del mismo, acorde con lo ordenado por el numeral 819 del Código de Procedimientos Civiles del Estado. Monterrey, Nuevo León a 12 doce de enero de 2026 dos mil veintiséis. Doy fe.	[23, 1256, 141, 1465]
main-article-paragraph: Aclaró que el mobiliario urbano se fue adaptando de acuerdo a la solicitud de la Mesa Directiva de la colonia Mirador de las Mitras, donde los vecinos fueron muy participativos en las mejoras.	[807, 203, 1061, 285]
ad-paragraph: En cumplimiento a lo dispuesto por el Artículo 34 de la Ley General del Equilibrio Ecológico y la Protección al Ambiente y 41 de su Reglamento en materia de Evaluación del Impacto Ambiental, se publica este extracto del proyecto presentado para evaluación de la Oficina de Representación del Estado Nuevo León de la Secretaría de Medio Ambiente y Recursos Naturales (SEMARNAT), en el Estado de Nuevo León mediante el Trámite de Dictamen Técnico Unificado Modalidad A (DTU-A), por lo que para efecto de cumplir con lo dispuesto por la citada normatividad, se precisa lo siguiente:	[1083, 1380, 1416, 1426]
edicto-title: EDICTO	[200, 209, 225, 217]
voz-baja-paragraph: Mas tardó la legisladora Sandra Pámanes en manifestar su interés en impulsar la reforma judicial y la electoral, que en alborotar la gallera.	[1081, 591, 1418, 641]
edicto-number: (21)	[76, 1993, 88, 2001]
main-article-paragraph: “Primeramente dar las gracias aquí al Licenciado Adrián de la Garza, nuestro alcalde, por poner atención a nuestra solicitud, por poder apoyarnos en este parque que pues realmente estaba abandonado y pues ahora ya nos da mucho gusto ver que todos los vecinos andan aquí ocho, nueve o 10 de la noche caminando, con los niños jugando porque ya hay más iluminación”.	[807, 336, 1061, 486]
edicto-number: (21)	[76, 1778, 88, 1787]
edicto-signature: C. SECRETARIO ADSCRITO A LA COORDINACION DE GESTIÓN JUDICIAL DE LOS JUZGADOS DE JUICIO FAMILIAR ORAL	[160, 1732, 265, 1764]
edictos-column-1	[23, 203, 141, 2239]
edicto-number: (19, 20 y 21)	[194, 513, 231, 521]
